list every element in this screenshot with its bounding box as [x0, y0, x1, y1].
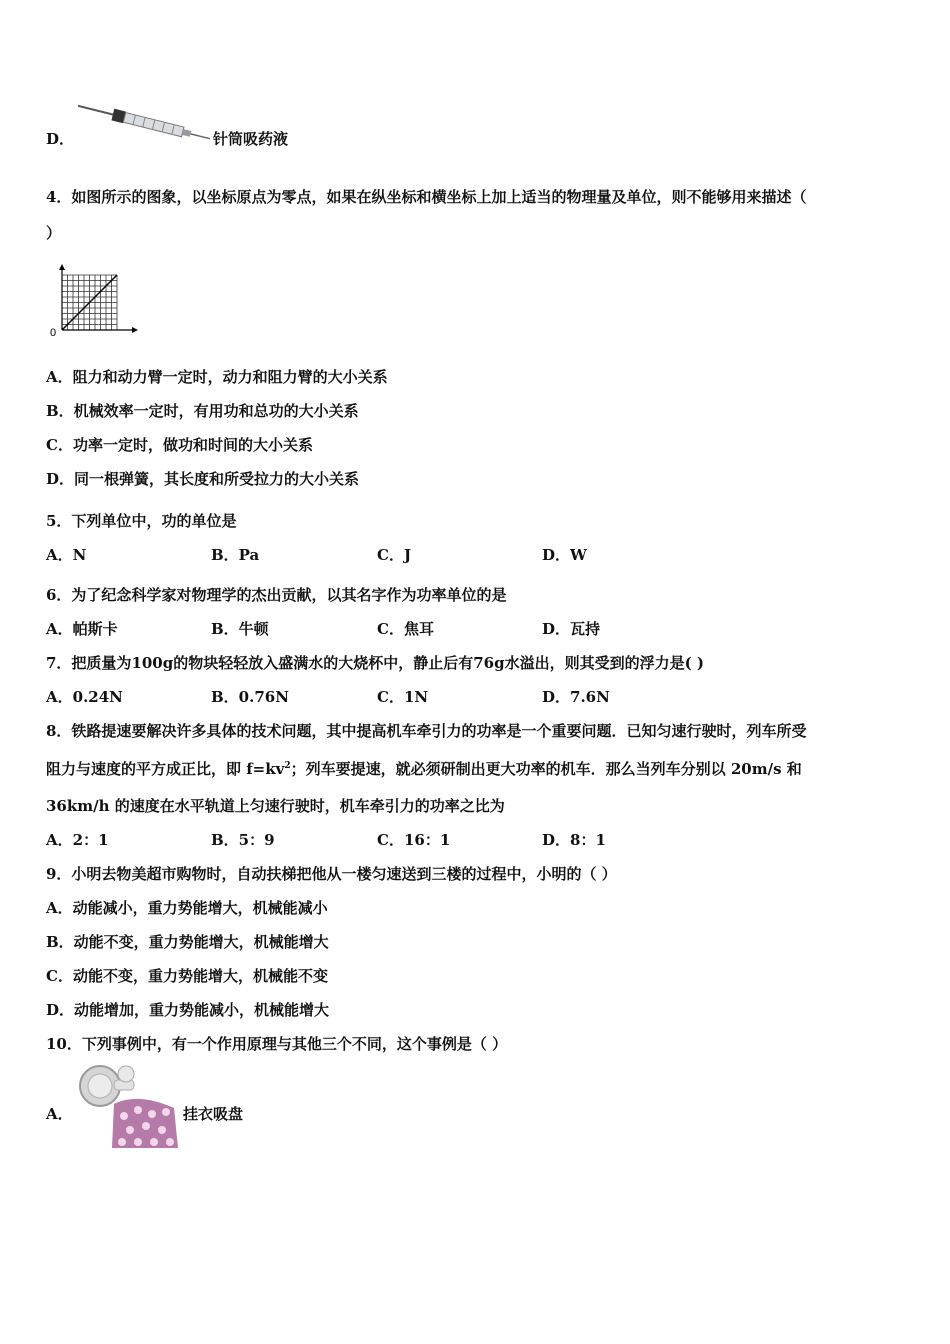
q8-stem-line2-sup: 2 [284, 761, 291, 771]
q4-graph-origin: 0 [50, 327, 57, 339]
q5-option-a: A．N [46, 546, 87, 564]
q5-option-d: D．W [542, 546, 587, 564]
q4-stem-line1: 4．如图所示的图象，以坐标原点为零点，如果在纵坐标和横坐标上加上适当的物理量及单位，则不能够用来描述（ [46, 188, 807, 206]
q8-stem-line2-post: ；列车要提速，就必须研制出更大功率的机车．那么当列车分别以 20m/s 和 [290, 760, 802, 778]
q3-option-d-letter: D． [46, 130, 75, 148]
q8-stem-line2-pre: 阻力与速度的平方成正比，即 f=kv [46, 760, 285, 778]
q6-stem: 6．为了纪念科学家对物理学的杰出贡献，以其名字作为功率单位的是 [46, 586, 507, 604]
q4-graph [46, 264, 141, 342]
q6-option-b: B．牛顿 [211, 620, 269, 638]
q10-stem: 10．下列事例中，有一个作用原理与其他三个不同，这个事例是（ ） [46, 1035, 508, 1053]
q5-option-c: C．J [377, 546, 412, 564]
q4-option-d: D．同一根弹簧，其长度和所受拉力的大小关系 [46, 470, 360, 488]
q7-option-b: B．0.76N [211, 688, 289, 706]
q8-option-d: D．8：1 [542, 831, 606, 849]
q8-option-a: A．2：1 [46, 831, 109, 849]
q4-option-b: B．机械效率一定时，有用功和总功的大小关系 [46, 402, 359, 420]
q4-option-a: A．阻力和动力臂一定时，动力和阻力臂的大小关系 [46, 368, 388, 386]
q5-stem: 5．下列单位中，功的单位是 [46, 512, 237, 530]
q9-option-d: D．动能增加，重力势能减小，机械能增大 [46, 1001, 330, 1019]
q5-option-b: B．Pa [211, 546, 260, 564]
q8-option-b: B．5：9 [211, 831, 275, 849]
q7-option-a: A．0.24N [46, 688, 123, 706]
q7-option-d: D．7.6N [542, 688, 610, 706]
q4-stem-line2: ） [46, 224, 62, 242]
q4-option-c: C．功率一定时，做功和时间的大小关系 [46, 436, 313, 454]
q3-option-d-caption: 针筒吸药液 [213, 130, 289, 148]
q9-option-c: C．动能不变，重力势能增大，机械能不变 [46, 967, 328, 985]
q8-stem-line1: 8．铁路提速要解决许多具体的技术问题，其中提高机车牵引力的功率是一个重要问题．已知匀速行驶时，列车所受 [46, 722, 807, 740]
q6-option-d: D．瓦持 [542, 620, 601, 638]
q9-option-b: B．动能不变，重力势能增大，机械能增大 [46, 933, 329, 951]
q8-stem-line3: 36km/h 的速度在水平轨道上匀速行驶时，机车牵引力的功率之比为 [46, 797, 505, 815]
q10-option-a-letter: A． [46, 1105, 73, 1123]
q7-stem: 7．把质量为100g的物块轻轻放入盛满水的大烧杯中，静止后有76g水溢出，则其受到的浮力是( ) [46, 654, 705, 672]
q6-option-a: A．帕斯卡 [46, 620, 118, 638]
syringe-icon [72, 100, 212, 160]
q10-option-a-caption: 挂衣吸盘 [183, 1105, 244, 1123]
q9-stem: 9．小明去物美超市购物时，自动扶梯把他从一楼匀速送到三楼的过程中，小明的（ ） [46, 865, 617, 883]
q9-option-a: A．动能减小，重力势能增大，机械能减小 [46, 899, 328, 917]
q6-option-c: C．焦耳 [377, 620, 434, 638]
q8-stem-line2 [46, 758, 802, 779]
q8-option-c: C．16：1 [377, 831, 451, 849]
q7-option-c: C．1N [377, 688, 429, 706]
suction-hook-icon [78, 1064, 182, 1148]
